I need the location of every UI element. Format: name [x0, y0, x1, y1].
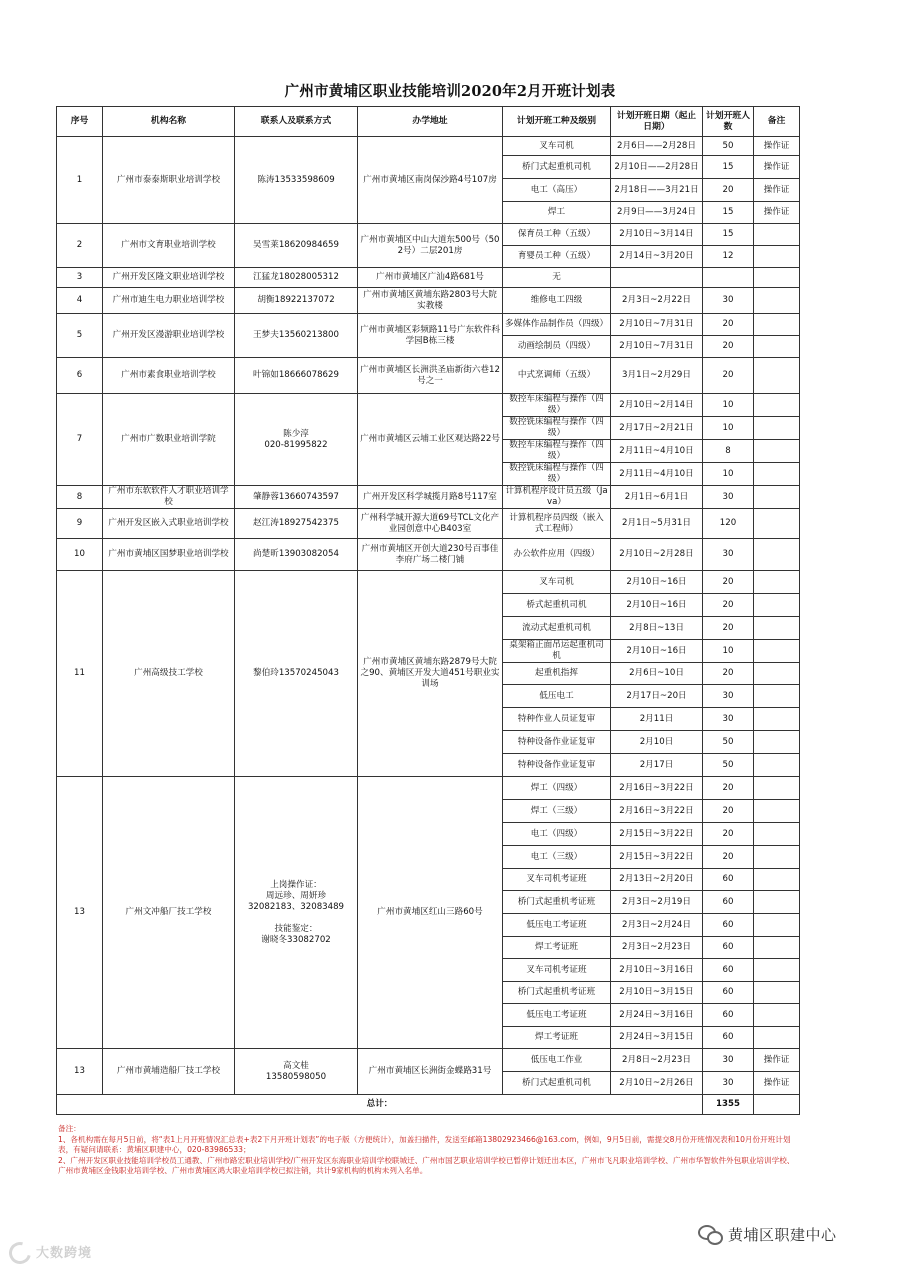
course-count — [703, 268, 754, 288]
wechat-watermark — [698, 1224, 837, 1245]
course-remark — [754, 823, 800, 846]
course-remark — [754, 891, 800, 914]
org-contact: 黎伯玲13570245043 — [235, 571, 358, 777]
notes — [58, 1124, 798, 1177]
course-remark — [754, 640, 800, 663]
org-no: 9 — [57, 509, 103, 539]
org-contact: 胡衡18922137072 — [235, 288, 358, 314]
course-name: 数控铣床编程与操作（四级） — [503, 463, 611, 486]
notes-heading: 备注： — [58, 1124, 81, 1133]
course-date: 2月3日~2月24日 — [611, 914, 703, 937]
org-contact: 尚楚昕13903082054 — [235, 539, 358, 571]
course-remark — [754, 777, 800, 800]
table-row — [57, 486, 800, 509]
course-date: 2月1日~5月31日 — [611, 509, 703, 539]
course-date: 2月16日~3月22日 — [611, 777, 703, 800]
course-remark — [754, 959, 800, 982]
col-remark: 备注 — [754, 107, 800, 137]
course-count: 30 — [703, 685, 754, 708]
course-name: 起重机指挥 — [503, 663, 611, 685]
org-contact: 叶锦如18666078629 — [235, 358, 358, 394]
course-count: 20 — [703, 663, 754, 685]
org-no: 10 — [57, 539, 103, 571]
org-address: 广州市黄埔区长洲街金蝶路31号 — [358, 1049, 503, 1095]
course-date: 2月24日~3月15日 — [611, 1027, 703, 1049]
course-date: 2月3日~2月23日 — [611, 937, 703, 959]
table-row — [57, 777, 800, 800]
course-name: 低压电工考证班 — [503, 1004, 611, 1027]
table-row — [57, 288, 800, 314]
course-count: 20 — [703, 336, 754, 358]
site-watermark — [6, 1240, 92, 1262]
course-remark: 操作证 — [754, 179, 800, 202]
course-count: 30 — [703, 708, 754, 731]
course-name: 焊工考证班 — [503, 937, 611, 959]
course-name: 特种设备作业证复审 — [503, 754, 611, 777]
table-row — [57, 268, 800, 288]
org-name: 广州市素食职业培训学校 — [103, 358, 235, 394]
org-name: 广州市东软软件人才职业培训学校 — [103, 486, 235, 509]
course-count: 15 — [703, 202, 754, 224]
course-remark — [754, 914, 800, 937]
course-date: 2月6日~10日 — [611, 663, 703, 685]
course-name: 多媒体作品制作员（四级） — [503, 314, 611, 336]
course-date: 2月10日~3月16日 — [611, 959, 703, 982]
course-date: 2月9日——3月24日 — [611, 202, 703, 224]
course-remark: 操作证 — [754, 1072, 800, 1095]
org-no: 11 — [57, 571, 103, 777]
course-remark — [754, 224, 800, 246]
course-date: 2月14日~3月20日 — [611, 246, 703, 268]
course-remark — [754, 594, 800, 617]
org-address: 广州市黄埔区彩频路11号广东软件科学园B栋三楼 — [358, 314, 503, 358]
course-remark — [754, 571, 800, 594]
course-name: 桥门式起重机司机 — [503, 156, 611, 179]
col-no: 序号 — [57, 107, 103, 137]
table-header-row — [57, 107, 800, 137]
course-count: 20 — [703, 800, 754, 823]
course-name: 中式烹调师（五级） — [503, 358, 611, 394]
course-date: 2月8日~2月23日 — [611, 1049, 703, 1072]
table-row — [57, 314, 800, 336]
org-contact: 赵江涛18927542375 — [235, 509, 358, 539]
course-remark — [754, 846, 800, 869]
course-name: 桥门式起重机考证班 — [503, 891, 611, 914]
document-title: 广州市黄埔区职业技能培训2020年2月开班计划表 — [284, 83, 616, 100]
col-address: 办学地址 — [358, 107, 503, 137]
course-date: 2月10日~2月14日 — [611, 394, 703, 417]
course-count: 60 — [703, 891, 754, 914]
course-count: 20 — [703, 777, 754, 800]
course-name: 叉车司机 — [503, 137, 611, 156]
course-remark — [754, 663, 800, 685]
course-count: 20 — [703, 571, 754, 594]
course-date: 3月1日~2月29日 — [611, 358, 703, 394]
course-remark — [754, 314, 800, 336]
total-remark — [754, 1095, 800, 1115]
course-name: 焊工（三级） — [503, 800, 611, 823]
course-name: 桥门式起重机司机 — [503, 1072, 611, 1095]
course-name: 焊工（四级） — [503, 777, 611, 800]
course-date: 2月17日 — [611, 754, 703, 777]
course-date: 2月10日~16日 — [611, 571, 703, 594]
course-remark — [754, 509, 800, 539]
course-date: 2月11日~4月10日 — [611, 440, 703, 463]
org-no: 13 — [57, 777, 103, 1049]
table-body — [57, 137, 800, 1095]
course-count: 20 — [703, 594, 754, 617]
org-name: 广州市迪生电力职业培训学校 — [103, 288, 235, 314]
course-name: 桥门式起重机考证班 — [503, 982, 611, 1004]
org-contact: 王梦夫13560213800 — [235, 314, 358, 358]
course-name: 电工（四级） — [503, 823, 611, 846]
course-name: 叉车司机考证班 — [503, 869, 611, 891]
course-count: 50 — [703, 137, 754, 156]
course-date: 2月10日——2月28日 — [611, 156, 703, 179]
org-contact: 肇静蓉13660743597 — [235, 486, 358, 509]
course-count: 30 — [703, 539, 754, 571]
course-count: 120 — [703, 509, 754, 539]
table-row — [57, 1049, 800, 1072]
course-date: 2月6日——2月28日 — [611, 137, 703, 156]
course-remark — [754, 1027, 800, 1049]
course-remark: 操作证 — [754, 202, 800, 224]
course-count: 60 — [703, 937, 754, 959]
org-name: 广州市黄埔造船厂技工学校 — [103, 1049, 235, 1095]
org-address: 广州市黄埔区黄埔东路2879号大院之90、黄埔区开发大道451号职业实训场 — [358, 571, 503, 777]
course-name: 数控车床编程与操作（四级） — [503, 394, 611, 417]
course-name: 维修电工四级 — [503, 288, 611, 314]
course-remark — [754, 288, 800, 314]
course-date: 2月16日~3月22日 — [611, 800, 703, 823]
course-name: 叉车司机 — [503, 571, 611, 594]
org-address: 广州科学城开源大道69号TCL文化产业园创意中心B403室 — [358, 509, 503, 539]
course-remark: 操作证 — [754, 1049, 800, 1072]
org-contact: 吴雪莱18620984659 — [235, 224, 358, 268]
course-date — [611, 268, 703, 288]
course-remark — [754, 1004, 800, 1027]
course-count: 20 — [703, 617, 754, 640]
course-name: 流动式起重机司机 — [503, 617, 611, 640]
course-count: 50 — [703, 731, 754, 754]
course-date: 2月13日~2月20日 — [611, 869, 703, 891]
org-address: 广州市黄埔区红山三路60号 — [358, 777, 503, 1049]
total-value: 1355 — [703, 1095, 754, 1115]
course-remark — [754, 394, 800, 417]
course-remark — [754, 685, 800, 708]
course-count: 15 — [703, 224, 754, 246]
course-date: 2月10日~16日 — [611, 640, 703, 663]
org-no: 7 — [57, 394, 103, 486]
org-name: 广州文冲船厂技工学校 — [103, 777, 235, 1049]
course-remark — [754, 708, 800, 731]
org-no: 4 — [57, 288, 103, 314]
org-no: 13 — [57, 1049, 103, 1095]
org-contact: 高文桂 13580598050 — [235, 1049, 358, 1095]
notes-line-1: 1、各机构需在每月5日前，将“表1上月开班情况汇总表+表2下月开班计划表”的电子版（方便统计），加盖扫描件，发送至邮箱13802923466@163.com，例如，9月5日前，需提交8月份开班情况表和10月份开班计划表，有疑问请联系：黄埔区职建中心，020-83986533； — [58, 1134, 791, 1155]
org-name: 广州市黄埔区国梦职业培训学校 — [103, 539, 235, 571]
course-date: 2月11日 — [611, 708, 703, 731]
course-date: 2月10日~2月28日 — [611, 539, 703, 571]
course-count: 30 — [703, 486, 754, 509]
course-name: 计算机程序设计员五级（Java） — [503, 486, 611, 509]
course-count: 60 — [703, 959, 754, 982]
wechat-icon — [698, 1225, 722, 1244]
course-date: 2月17日~20日 — [611, 685, 703, 708]
org-address: 广州市黄埔区中山大道东500号（502号）二层201房 — [358, 224, 503, 268]
table-row — [57, 571, 800, 594]
col-org: 机构名称 — [103, 107, 235, 137]
org-name: 广州开发区隆文职业培训学校 — [103, 268, 235, 288]
course-remark — [754, 268, 800, 288]
site-watermark-text: 大数跨境 — [36, 1245, 93, 1261]
course-count: 60 — [703, 1027, 754, 1049]
course-name: 数控车床编程与操作（四级） — [503, 440, 611, 463]
table-row — [57, 394, 800, 417]
course-date: 2月10日 — [611, 731, 703, 754]
course-date: 2月18日——3月21日 — [611, 179, 703, 202]
org-name: 广州高级技工学校 — [103, 571, 235, 777]
course-date: 2月15日~3月22日 — [611, 823, 703, 846]
course-remark — [754, 358, 800, 394]
course-count: 15 — [703, 156, 754, 179]
course-remark — [754, 539, 800, 571]
org-no: 8 — [57, 486, 103, 509]
course-count: 30 — [703, 1049, 754, 1072]
course-name: 焊工考证班 — [503, 1027, 611, 1049]
course-name: 电工（高压） — [503, 179, 611, 202]
course-name: 桌架箱正面吊运起重机司机 — [503, 640, 611, 663]
org-address: 广州市黄埔区南岗保沙路4号107房 — [358, 137, 503, 224]
col-contact: 联系人及联系方式 — [235, 107, 358, 137]
course-name: 低压电工考证班 — [503, 914, 611, 937]
site-logo-icon — [6, 1240, 32, 1262]
course-remark — [754, 440, 800, 463]
org-address: 广州市黄埔区广汕4路681号 — [358, 268, 503, 288]
course-name: 焊工 — [503, 202, 611, 224]
org-address: 广州开发区科学城揽月路8号117室 — [358, 486, 503, 509]
course-name: 无 — [503, 268, 611, 288]
course-count: 60 — [703, 914, 754, 937]
course-count: 60 — [703, 1004, 754, 1027]
course-name: 低压电工 — [503, 685, 611, 708]
course-count: 12 — [703, 246, 754, 268]
course-date: 2月15日~3月22日 — [611, 846, 703, 869]
course-count: 10 — [703, 463, 754, 486]
course-count: 10 — [703, 394, 754, 417]
course-name: 特种设备作业证复审 — [503, 731, 611, 754]
course-date: 2月10日~3月15日 — [611, 982, 703, 1004]
course-remark — [754, 417, 800, 440]
training-plan-table — [56, 106, 800, 1115]
course-name: 数控铣床编程与操作（四级） — [503, 417, 611, 440]
org-no: 2 — [57, 224, 103, 268]
course-remark: 操作证 — [754, 137, 800, 156]
course-date: 2月3日~2月22日 — [611, 288, 703, 314]
course-count: 10 — [703, 640, 754, 663]
course-remark — [754, 336, 800, 358]
course-remark — [754, 754, 800, 777]
course-date: 2月1日~6月1日 — [611, 486, 703, 509]
course-remark: 操作证 — [754, 156, 800, 179]
table-row — [57, 509, 800, 539]
course-date: 2月24日~3月16日 — [611, 1004, 703, 1027]
course-name: 育婴员工种（五级） — [503, 246, 611, 268]
org-contact: 陈少淳 020-81995822 — [235, 394, 358, 486]
org-name: 广州市文育职业培训学校 — [103, 224, 235, 268]
table-row — [57, 224, 800, 246]
org-no: 3 — [57, 268, 103, 288]
course-name: 动画绘制员（四级） — [503, 336, 611, 358]
course-date: 2月3日~2月19日 — [611, 891, 703, 914]
course-name: 特种作业人员证复审 — [503, 708, 611, 731]
org-name: 广州市广数职业培训学院 — [103, 394, 235, 486]
col-count: 计划开班人数 — [703, 107, 754, 137]
org-no: 6 — [57, 358, 103, 394]
org-name: 广州开发区嵌入式职业培训学校 — [103, 509, 235, 539]
course-count: 60 — [703, 869, 754, 891]
org-contact: 江猛龙18028005312 — [235, 268, 358, 288]
table-row — [57, 539, 800, 571]
course-remark — [754, 246, 800, 268]
col-date: 计划开班日期（起止日期） — [611, 107, 703, 137]
course-count: 20 — [703, 823, 754, 846]
course-remark — [754, 731, 800, 754]
course-name: 办公软件应用（四级） — [503, 539, 611, 571]
course-count: 60 — [703, 982, 754, 1004]
table-row — [57, 358, 800, 394]
org-name: 广州开发区漫游职业培训学校 — [103, 314, 235, 358]
course-remark — [754, 486, 800, 509]
course-date: 2月10日~16日 — [611, 594, 703, 617]
course-remark — [754, 617, 800, 640]
course-count: 20 — [703, 846, 754, 869]
org-contact: 陈涛13533598609 — [235, 137, 358, 224]
org-address: 广州市黄埔区开创大道230号百事佳李府广场二楼门铺 — [358, 539, 503, 571]
course-date: 2月10日~3月14日 — [611, 224, 703, 246]
org-contact: 上岗操作证： 周远珍、周妍珍 32082183、32083489 技能鉴定： 谢晓冬33082702 — [235, 777, 358, 1049]
total-row — [57, 1095, 800, 1115]
org-no: 5 — [57, 314, 103, 358]
course-name: 桥式起重机司机 — [503, 594, 611, 617]
course-date: 2月10日~7月31日 — [611, 336, 703, 358]
course-date: 2月11日~4月10日 — [611, 463, 703, 486]
course-date: 2月10日~2月26日 — [611, 1072, 703, 1095]
course-count: 30 — [703, 1072, 754, 1095]
org-address: 广州市黄埔区黄埔东路2803号大院实教楼 — [358, 288, 503, 314]
course-name: 低压电工作业 — [503, 1049, 611, 1072]
course-count: 30 — [703, 288, 754, 314]
course-name: 保育员工种（五级） — [503, 224, 611, 246]
course-name: 叉车司机考证班 — [503, 959, 611, 982]
total-label: 总计： — [57, 1095, 703, 1115]
course-count: 10 — [703, 417, 754, 440]
course-remark — [754, 982, 800, 1004]
wechat-account-name: 黄埔区职建中心 — [728, 1226, 837, 1244]
org-address: 广州市黄埔区云埔工业区观达路22号 — [358, 394, 503, 486]
course-remark — [754, 800, 800, 823]
course-date: 2月10日~7月31日 — [611, 314, 703, 336]
course-count: 20 — [703, 314, 754, 336]
course-name: 电工（三级） — [503, 846, 611, 869]
course-count: 8 — [703, 440, 754, 463]
table-row — [57, 137, 800, 156]
course-date: 2月17日~2月21日 — [611, 417, 703, 440]
org-name: 广州市泰泰斯职业培训学校 — [103, 137, 235, 224]
course-name: 计算机程序员四级（嵌入式工程师） — [503, 509, 611, 539]
notes-line-2: 2、广州开发区职业技能培训学校员工通教、广州市路宏职业培训学校/广州开发区东海职业培训学校联城迁、广州市国艺职业培训学校已暂停计划迁出本区，广州市飞凡职业培训学校、广州市华智软件外包职业培训学校、广州市黄埔区金钱职业培训学校、广州市黄埔区鸿大职业培训学校已拟注销，共计9家机构的机构未列入名单。 — [58, 1155, 795, 1176]
org-address: 广州市黄埔区长洲洪圣庙新街六巷12号之一 — [358, 358, 503, 394]
course-count: 20 — [703, 179, 754, 202]
course-remark — [754, 463, 800, 486]
org-no: 1 — [57, 137, 103, 224]
col-course: 计划开班工种及级别 — [503, 107, 611, 137]
course-remark — [754, 937, 800, 959]
course-count: 20 — [703, 358, 754, 394]
course-count: 50 — [703, 754, 754, 777]
course-date: 2月8日~13日 — [611, 617, 703, 640]
course-remark — [754, 869, 800, 891]
